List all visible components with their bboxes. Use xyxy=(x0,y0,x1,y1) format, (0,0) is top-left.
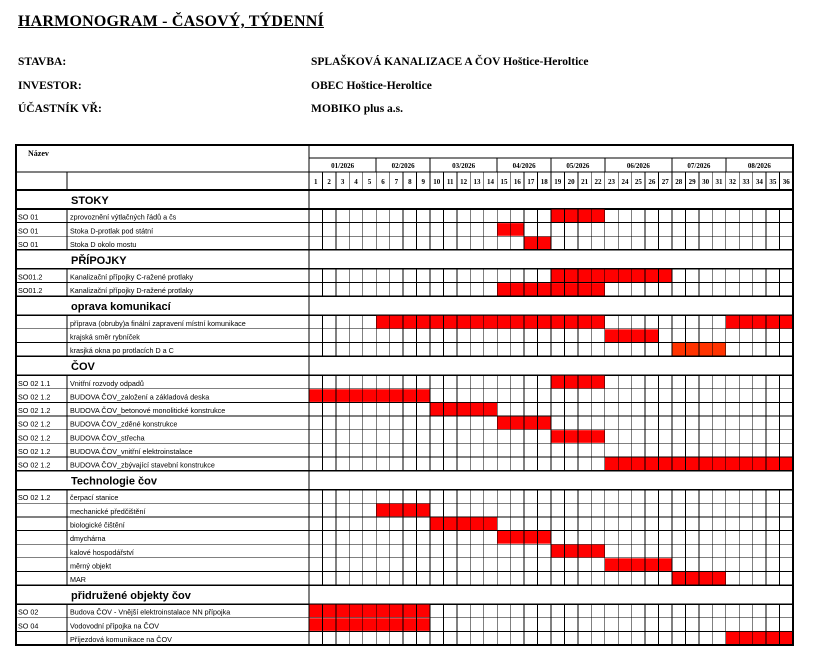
gantt-bar-cell xyxy=(618,457,631,470)
gantt-bar-cell xyxy=(443,403,456,416)
gantt-bar-cell xyxy=(430,517,443,530)
gantt-bar-cell xyxy=(591,316,604,329)
gantt-bar-cell xyxy=(511,283,524,296)
week-number-label: 28 xyxy=(675,178,683,186)
gantt-bar-cell xyxy=(591,269,604,282)
gantt-bar-cell xyxy=(672,572,685,585)
task-code: SO01.2 xyxy=(18,272,43,282)
task-name: biologické čištění xyxy=(70,520,125,530)
task-name: BUDOVA ČOV_založení a základová deska xyxy=(70,392,210,402)
gantt-bar-cell xyxy=(349,618,362,631)
week-number-label: 15 xyxy=(500,178,508,186)
gantt-bar-cell xyxy=(430,316,443,329)
week-number-label: 17 xyxy=(527,178,535,186)
task-name: Stoka D okolo mostu xyxy=(70,239,137,249)
task-code: SO 01 xyxy=(18,239,39,249)
gantt-bar-cell xyxy=(632,329,645,342)
gantt-bar-cell xyxy=(766,316,779,329)
gantt-bar-cell xyxy=(780,316,793,329)
gantt-bar-cell xyxy=(551,376,564,389)
week-number-label: 20 xyxy=(567,178,575,186)
week-number-label: 2 xyxy=(327,178,331,186)
gantt-bar-cell xyxy=(780,457,793,470)
month-header-label: 03/2026 xyxy=(452,162,476,170)
week-number-label: 12 xyxy=(460,178,468,186)
gantt-bar-cell xyxy=(699,572,712,585)
gantt-bar-cell xyxy=(322,618,335,631)
section-title: přidružené objekty čov xyxy=(71,590,191,603)
task-name: Příjezdová komunikace na ČOV xyxy=(70,635,172,644)
gantt-bar-cell xyxy=(511,316,524,329)
gantt-bar-cell xyxy=(336,389,349,402)
gantt-bar-cell xyxy=(591,376,604,389)
gantt-bar-cell xyxy=(685,343,698,356)
gantt-bar-cell xyxy=(578,545,591,558)
week-number-label: 24 xyxy=(621,178,629,186)
gantt-bar-cell xyxy=(497,283,510,296)
gantt-bar-cell xyxy=(484,403,497,416)
gantt-bar-cell xyxy=(524,531,537,544)
week-number-label: 26 xyxy=(648,178,656,186)
month-header-label: 01/2026 xyxy=(331,162,355,170)
task-code: SO 02 1.2 xyxy=(18,419,51,429)
week-number-label: 6 xyxy=(381,178,385,186)
gantt-bar-cell xyxy=(376,605,389,618)
gantt-bar-cell xyxy=(497,223,510,236)
gantt-bar-cell xyxy=(322,389,335,402)
gantt-bar-cell xyxy=(564,545,577,558)
week-number-label: 14 xyxy=(487,178,494,186)
gantt-bar-cell xyxy=(390,618,403,631)
gantt-bar-cell xyxy=(618,558,631,571)
task-name: Kanalizační přípojky C-ražené protlaky xyxy=(70,272,194,282)
week-number-label: 22 xyxy=(594,178,602,186)
gantt-bar-cell xyxy=(390,504,403,517)
gantt-bar-cell xyxy=(470,316,483,329)
gantt-bar-cell xyxy=(578,430,591,443)
gantt-bar-cell xyxy=(457,517,470,530)
week-number-label: 4 xyxy=(354,178,358,186)
gantt-bar-cell xyxy=(551,269,564,282)
gantt-bar-cell xyxy=(645,329,658,342)
month-header-label: 05/2026 xyxy=(566,162,590,170)
gantt-bar-cell xyxy=(645,558,658,571)
week-number-label: 3 xyxy=(340,178,345,186)
month-header-label: 06/2026 xyxy=(626,162,650,170)
gantt-bar-cell xyxy=(591,210,604,223)
gantt-bar-cell xyxy=(349,605,362,618)
gantt-bar-cell xyxy=(417,316,430,329)
gantt-bar-cell xyxy=(605,329,618,342)
investor-label: INVESTOR: xyxy=(18,80,82,92)
gantt-bar-cell xyxy=(309,618,322,631)
task-name: MAR xyxy=(70,575,86,585)
gantt-bar-cell xyxy=(538,417,551,430)
gantt-bar-cell xyxy=(403,618,416,631)
gantt-bar-cell xyxy=(564,269,577,282)
gantt-bar-cell xyxy=(578,316,591,329)
gantt-bar-cell xyxy=(645,457,658,470)
gantt-bar-cell xyxy=(605,558,618,571)
gantt-bar-cell xyxy=(712,343,725,356)
month-header-label: 08/2026 xyxy=(747,162,771,170)
gantt-bar-cell xyxy=(349,389,362,402)
gantt-bar-cell xyxy=(591,545,604,558)
gantt-bar-cell xyxy=(403,389,416,402)
gantt-bar-cell xyxy=(699,343,712,356)
month-header-label: 04/2026 xyxy=(512,162,536,170)
section-title: ČOV xyxy=(71,361,95,374)
task-name: Budova ČOV - Vnější elektroinstalace NN přípojka xyxy=(70,607,231,617)
gantt-bar-cell xyxy=(632,558,645,571)
gantt-bar-cell xyxy=(443,517,456,530)
task-code: SO 02 1.2 xyxy=(18,433,51,443)
month-header-label: 07/2026 xyxy=(687,162,711,170)
task-name: BUDOVA ČOV_zděné konstrukce xyxy=(70,419,178,429)
task-code: SO 01 xyxy=(18,226,39,236)
gantt-bar-cell xyxy=(726,316,739,329)
task-code: SO 02 xyxy=(18,607,39,617)
gantt-bar-cell xyxy=(659,558,672,571)
task-name: měrný objekt xyxy=(70,561,112,571)
gantt-bar-cell xyxy=(403,316,416,329)
gantt-bar-cell xyxy=(363,618,376,631)
task-name: Kanalizační přípojky D-ražené protlaky xyxy=(70,286,194,296)
week-number-label: 29 xyxy=(688,178,696,186)
gantt-bar-cell xyxy=(497,316,510,329)
week-number-label: 33 xyxy=(742,178,750,186)
gantt-bar-cell xyxy=(417,605,430,618)
week-number-label: 5 xyxy=(367,178,372,186)
gantt-bar-cell xyxy=(551,210,564,223)
gantt-bar-cell xyxy=(443,316,456,329)
task-name: kalové hospodářství xyxy=(70,547,134,557)
gantt-bar-cell xyxy=(551,316,564,329)
gantt-bar-cell xyxy=(336,605,349,618)
gantt-bar-cell xyxy=(564,376,577,389)
week-number-label: 16 xyxy=(513,178,521,186)
month-header-label: 02/2026 xyxy=(391,162,415,170)
task-name: BUDOVA ČOV_betonové monolitické konstrukce xyxy=(70,406,226,416)
stavba-value: SPLAŠKOVÁ KANALIZACE A ČOV Hoštice-Heroltice xyxy=(311,56,589,68)
gantt-bar-cell xyxy=(564,430,577,443)
week-number-label: 11 xyxy=(446,178,454,186)
gantt-bar-cell xyxy=(403,605,416,618)
gantt-bar-cell xyxy=(753,632,766,645)
task-name: dmychárna xyxy=(70,534,106,544)
gantt-bar-cell xyxy=(632,269,645,282)
gantt-bar-cell xyxy=(712,572,725,585)
gantt-bar-cell xyxy=(390,316,403,329)
gantt-bar-cell xyxy=(363,605,376,618)
task-code: SO 04 xyxy=(18,621,39,631)
gantt-bar-cell xyxy=(524,237,537,250)
week-number-label: 9 xyxy=(421,178,426,186)
gantt-bar-cell xyxy=(322,605,335,618)
gantt-bar-cell xyxy=(672,343,685,356)
task-code: SO01.2 xyxy=(18,286,43,296)
ucastnik-value: MOBIKO plus a.s. xyxy=(311,103,404,115)
gantt-bar-cell xyxy=(484,316,497,329)
task-code: SO 02 1.2 xyxy=(18,460,51,470)
task-name: BUDOVA ČOV_zbývající stavební konstrukce xyxy=(70,460,215,470)
gantt-bar-cell xyxy=(524,316,537,329)
gantt-bar-cell xyxy=(645,269,658,282)
gantt-bar-cell xyxy=(417,618,430,631)
week-number-label: 32 xyxy=(729,178,736,186)
gantt-bar-cell xyxy=(591,430,604,443)
gantt-bar-cell xyxy=(739,457,752,470)
week-number-label: 21 xyxy=(581,178,589,186)
gantt-bar-cell xyxy=(376,316,389,329)
gantt-bar-cell xyxy=(511,531,524,544)
week-number-label: 31 xyxy=(715,178,723,186)
gantt-bar-cell xyxy=(309,605,322,618)
section-title: STOKY xyxy=(71,195,109,207)
task-name: krajská směr rybníček xyxy=(70,332,140,342)
gantt-bar-cell xyxy=(739,632,752,645)
task-name: Vnitřní rozvody odpadů xyxy=(70,378,144,388)
task-name: Stoka D-protlak pod státní xyxy=(70,226,154,236)
gantt-bar-cell xyxy=(753,457,766,470)
week-number-label: 27 xyxy=(661,178,669,186)
week-number-label: 10 xyxy=(433,178,441,186)
task-code: SO 01 xyxy=(18,212,39,222)
section-title: PŘÍPOJKY xyxy=(71,254,127,267)
week-number-label: 36 xyxy=(782,178,790,186)
gantt-bar-cell xyxy=(457,316,470,329)
gantt-bar-cell xyxy=(618,329,631,342)
gantt-bar-cell xyxy=(551,545,564,558)
gantt-bar-cell xyxy=(538,531,551,544)
gantt-bar-cell xyxy=(753,316,766,329)
ucastnik-label: ÚČASTNÍK VŘ: xyxy=(18,103,102,115)
gantt-bar-cell xyxy=(766,457,779,470)
investor-value: OBEC Hoštice-Heroltice xyxy=(311,80,432,92)
gantt-bar-cell xyxy=(403,504,416,517)
gantt-bar-cell xyxy=(363,389,376,402)
section-title: Technologie čov xyxy=(71,475,157,488)
week-number-label: 30 xyxy=(702,178,710,186)
gantt-bar-cell xyxy=(605,457,618,470)
gantt-bar-cell xyxy=(417,389,430,402)
page-title: HARMONOGRAM - ČASOVÝ, TÝDENNÍ xyxy=(18,13,324,30)
gantt-bar-cell xyxy=(538,316,551,329)
gantt-bar-cell xyxy=(739,316,752,329)
gantt-bar-cell xyxy=(591,283,604,296)
week-number-label: 7 xyxy=(394,178,399,186)
week-number-label: 34 xyxy=(755,178,763,186)
gantt-bar-cell xyxy=(538,283,551,296)
gantt-bar-cell xyxy=(376,504,389,517)
week-number-label: 23 xyxy=(608,178,615,186)
gantt-bar-cell xyxy=(564,316,577,329)
task-code: SO 02 1.1 xyxy=(18,378,51,388)
task-name: BUDOVA ČOV_vnitřní elektroinstalace xyxy=(70,446,193,456)
gantt-bar-cell xyxy=(336,618,349,631)
task-name: zprovoznění výtlačných řádů a čs xyxy=(70,212,177,222)
task-name: krasjká okna po protlacích D a C xyxy=(70,346,174,356)
gantt-bar-cell xyxy=(578,269,591,282)
gantt-bar-cell xyxy=(672,457,685,470)
gantt-bar-cell xyxy=(430,403,443,416)
week-number-label: 1 xyxy=(313,178,318,186)
name-column-header: Název xyxy=(28,149,49,158)
week-number-label: 8 xyxy=(408,178,412,186)
gantt-bar-cell xyxy=(511,417,524,430)
gantt-bar-cell xyxy=(564,283,577,296)
task-code: SO 02 1.2 xyxy=(18,392,51,402)
task-name: Vodovodní přípojka na ČOV xyxy=(70,621,160,631)
gantt-bar-cell xyxy=(376,389,389,402)
gantt-bar-cell xyxy=(780,632,793,645)
gantt-bar-cell xyxy=(766,632,779,645)
week-number-label: 18 xyxy=(540,178,548,186)
task-name: příprava (obruby)a finální zapravení místní komunikace xyxy=(70,318,246,328)
gantt-bar-cell xyxy=(605,269,618,282)
gantt-bar-cell xyxy=(390,389,403,402)
gantt-bar-cell xyxy=(685,572,698,585)
gantt-bar-cell xyxy=(564,210,577,223)
gantt-bar-cell xyxy=(470,517,483,530)
gantt-bar-cell xyxy=(484,517,497,530)
task-code: SO 02 1.2 xyxy=(18,406,51,416)
gantt-bar-cell xyxy=(699,457,712,470)
gantt-bar-cell xyxy=(712,457,725,470)
week-number-label: 25 xyxy=(634,178,642,186)
gantt-bar-cell xyxy=(618,269,631,282)
task-code: SO 02 1.2 xyxy=(18,493,51,503)
gantt-bar-cell xyxy=(551,430,564,443)
week-number-label: 19 xyxy=(554,178,562,186)
gantt-bar-cell xyxy=(578,283,591,296)
gantt-bar-cell xyxy=(551,283,564,296)
gantt-bar-cell xyxy=(632,457,645,470)
gantt-bar-cell xyxy=(685,457,698,470)
task-code: SO 02 1.2 xyxy=(18,446,51,456)
gantt-bar-cell xyxy=(390,605,403,618)
gantt-bar-cell xyxy=(659,457,672,470)
task-name: mechanické předčištění xyxy=(70,506,146,516)
gantt-bar-cell xyxy=(578,210,591,223)
week-number-label: 35 xyxy=(769,178,777,186)
gantt-bar-cell xyxy=(457,403,470,416)
gantt-bar-cell xyxy=(578,376,591,389)
gantt-bar-cell xyxy=(726,632,739,645)
task-name: čerpací stanice xyxy=(70,493,119,503)
gantt-bar-cell xyxy=(309,389,322,402)
gantt-bar-cell xyxy=(511,223,524,236)
gantt-bar-cell xyxy=(497,417,510,430)
gantt-bar-cell xyxy=(538,237,551,250)
gantt-bar-cell xyxy=(417,504,430,517)
gantt-bar-cell xyxy=(524,283,537,296)
gantt-bar-cell xyxy=(726,457,739,470)
stavba-label: STAVBA: xyxy=(18,56,67,68)
gantt-bar-cell xyxy=(470,403,483,416)
week-number-label: 13 xyxy=(473,178,481,186)
gantt-bar-cell xyxy=(497,531,510,544)
section-title: oprava komunikací xyxy=(71,301,171,314)
task-name: BUDOVA ČOV_střecha xyxy=(70,433,145,443)
gantt-bar-cell xyxy=(376,618,389,631)
gantt-bar-cell xyxy=(524,417,537,430)
gantt-bar-cell xyxy=(659,269,672,282)
